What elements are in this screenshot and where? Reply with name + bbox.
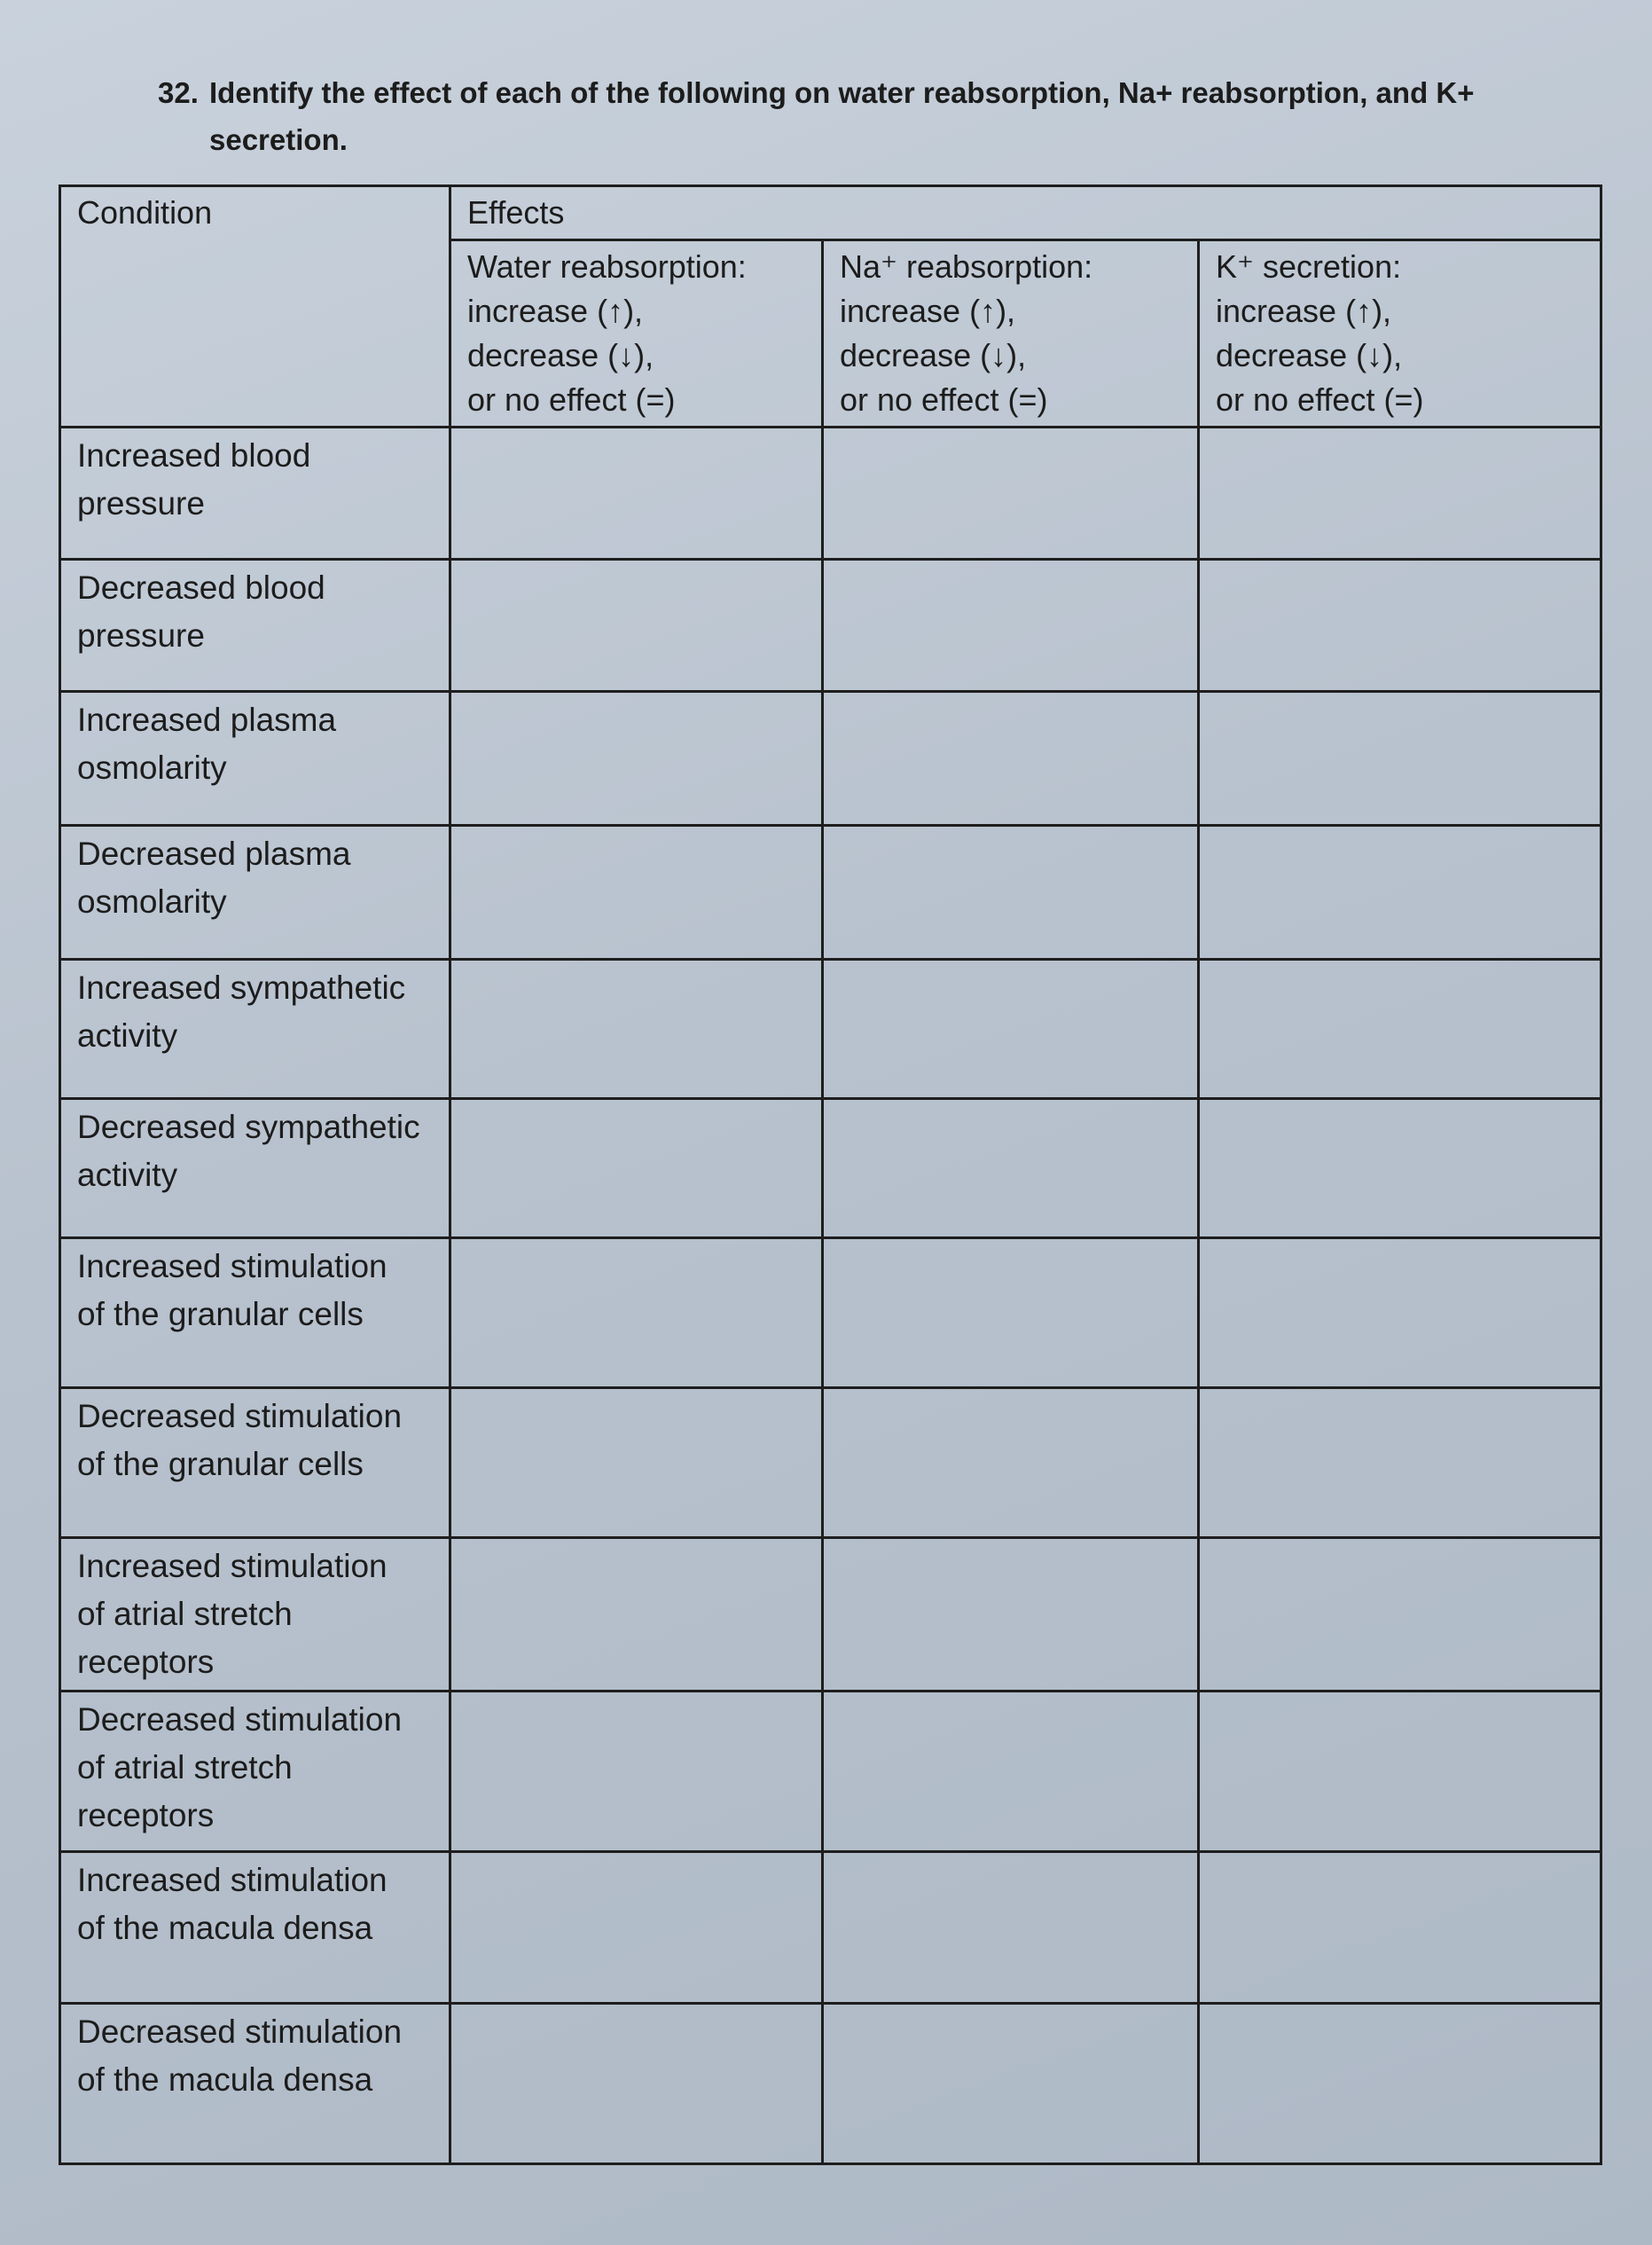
condition-text: pressure: [77, 485, 205, 522]
water-answer-cell[interactable]: [450, 692, 823, 826]
table-row: [60, 1388, 1601, 1538]
column-option: decrease (↓),: [467, 337, 654, 373]
table-row: [60, 2004, 1601, 2164]
na-answer-cell[interactable]: [823, 560, 1199, 692]
condition-cell: [60, 960, 450, 1099]
condition-text: Decreased blood: [77, 569, 325, 606]
k-answer-cell[interactable]: [1199, 1538, 1601, 1692]
condition-text: of the granular cells: [77, 1446, 364, 1482]
k-answer-cell[interactable]: [1199, 692, 1601, 826]
condition-text: of the granular cells: [77, 1296, 364, 1332]
table-row: [60, 428, 1601, 560]
column-option: or no effect (=): [1216, 381, 1424, 418]
condition-text: of atrial stretch: [77, 1596, 293, 1632]
condition-text: Increased stimulation: [77, 1248, 388, 1284]
column-option: or no effect (=): [840, 381, 1048, 418]
condition-text: Increased stimulation: [77, 1862, 388, 1898]
condition-text: Decreased stimulation: [77, 2013, 403, 2050]
condition-text: of atrial stretch: [77, 1749, 293, 1786]
condition-cell: [60, 1852, 450, 2004]
water-answer-cell[interactable]: [450, 826, 823, 960]
k-secretion-header: [1199, 240, 1601, 428]
column-title: Na⁺ reabsorption:: [840, 248, 1093, 285]
table-header-row: [60, 186, 1601, 240]
question-number: 32.: [158, 76, 199, 109]
table-row: [60, 1692, 1601, 1852]
table-row: [60, 1852, 1601, 2004]
water-answer-cell[interactable]: [450, 428, 823, 560]
condition-text: Increased sympathetic: [77, 969, 406, 1006]
condition-text: osmolarity: [77, 883, 227, 920]
na-answer-cell[interactable]: [823, 1238, 1199, 1388]
na-answer-cell[interactable]: [823, 960, 1199, 1099]
column-option: or no effect (=): [467, 381, 676, 418]
table-row: [60, 560, 1601, 692]
water-answer-cell[interactable]: [450, 2004, 823, 2164]
condition-cell: [60, 1692, 450, 1852]
water-reabsorption-header: [450, 240, 823, 428]
na-answer-cell[interactable]: [823, 1538, 1199, 1692]
condition-text: of the macula densa: [77, 1910, 373, 1946]
column-title: Water reabsorption:: [467, 248, 747, 285]
na-answer-cell[interactable]: [823, 428, 1199, 560]
question-text: Identify the effect of each of the following on water reabsorption, Na+ reabsorption, and K+ secretion.: [209, 76, 1475, 156]
column-option: increase (↑),: [840, 293, 1016, 329]
condition-cell: [60, 428, 450, 560]
condition-text: Decreased stimulation: [77, 1398, 403, 1434]
column-option: decrease (↓),: [1216, 337, 1403, 373]
water-answer-cell[interactable]: [450, 1099, 823, 1238]
condition-text: activity: [77, 1157, 178, 1193]
k-answer-cell[interactable]: [1199, 560, 1601, 692]
condition-cell: [60, 2004, 450, 2164]
k-answer-cell[interactable]: [1199, 1388, 1601, 1538]
table-row: [60, 692, 1601, 826]
water-answer-cell[interactable]: [450, 1388, 823, 1538]
condition-header: Condition: [60, 186, 450, 428]
effects-header: Effects: [450, 186, 1601, 240]
table-row: [60, 1238, 1601, 1388]
condition-text: Increased stimulation: [77, 1548, 388, 1584]
condition-text: Increased plasma: [77, 702, 337, 738]
condition-cell: [60, 560, 450, 692]
k-answer-cell[interactable]: [1199, 1852, 1601, 2004]
condition-cell: [60, 1238, 450, 1388]
condition-text: pressure: [77, 617, 205, 654]
condition-text: Decreased stimulation: [77, 1701, 403, 1738]
water-answer-cell[interactable]: [450, 960, 823, 1099]
column-option: decrease (↓),: [840, 337, 1027, 373]
condition-text: osmolarity: [77, 750, 227, 786]
k-answer-cell[interactable]: [1199, 1692, 1601, 1852]
k-answer-cell[interactable]: [1199, 2004, 1601, 2164]
condition-cell: [60, 826, 450, 960]
na-answer-cell[interactable]: [823, 1692, 1199, 1852]
column-title: K⁺ secretion:: [1216, 248, 1402, 285]
na-answer-cell[interactable]: [823, 1099, 1199, 1238]
na-answer-cell[interactable]: [823, 826, 1199, 960]
condition-text: of the macula densa: [77, 2061, 373, 2098]
condition-text: Increased blood: [77, 437, 311, 474]
column-option: increase (↑),: [1216, 293, 1392, 329]
condition-text: receptors: [77, 1797, 215, 1833]
water-answer-cell[interactable]: [450, 1692, 823, 1852]
condition-text: activity: [77, 1017, 178, 1054]
water-answer-cell[interactable]: [450, 1538, 823, 1692]
condition-text: Decreased sympathetic: [77, 1109, 420, 1145]
condition-cell: [60, 1538, 450, 1692]
condition-text: Decreased plasma: [77, 836, 351, 872]
k-answer-cell[interactable]: [1199, 1238, 1601, 1388]
k-answer-cell[interactable]: [1199, 428, 1601, 560]
water-answer-cell[interactable]: [450, 1852, 823, 2004]
condition-cell: [60, 1099, 450, 1238]
na-answer-cell[interactable]: [823, 2004, 1199, 2164]
condition-cell: [60, 692, 450, 826]
condition-cell: [60, 1388, 450, 1538]
question-prompt: [158, 69, 1541, 163]
condition-text: receptors: [77, 1644, 215, 1680]
k-answer-cell[interactable]: [1199, 826, 1601, 960]
k-answer-cell[interactable]: [1199, 1099, 1601, 1238]
column-option: increase (↑),: [467, 293, 644, 329]
table-row: [60, 1538, 1601, 1692]
effects-table: [59, 184, 1602, 2165]
na-answer-cell[interactable]: [823, 692, 1199, 826]
water-answer-cell[interactable]: [450, 1238, 823, 1388]
na-answer-cell[interactable]: [823, 1852, 1199, 2004]
table-row: [60, 826, 1601, 960]
na-answer-cell[interactable]: [823, 1388, 1199, 1538]
na-reabsorption-header: [823, 240, 1199, 428]
k-answer-cell[interactable]: [1199, 960, 1601, 1099]
water-answer-cell[interactable]: [450, 560, 823, 692]
table-row: [60, 1099, 1601, 1238]
table-row: [60, 960, 1601, 1099]
